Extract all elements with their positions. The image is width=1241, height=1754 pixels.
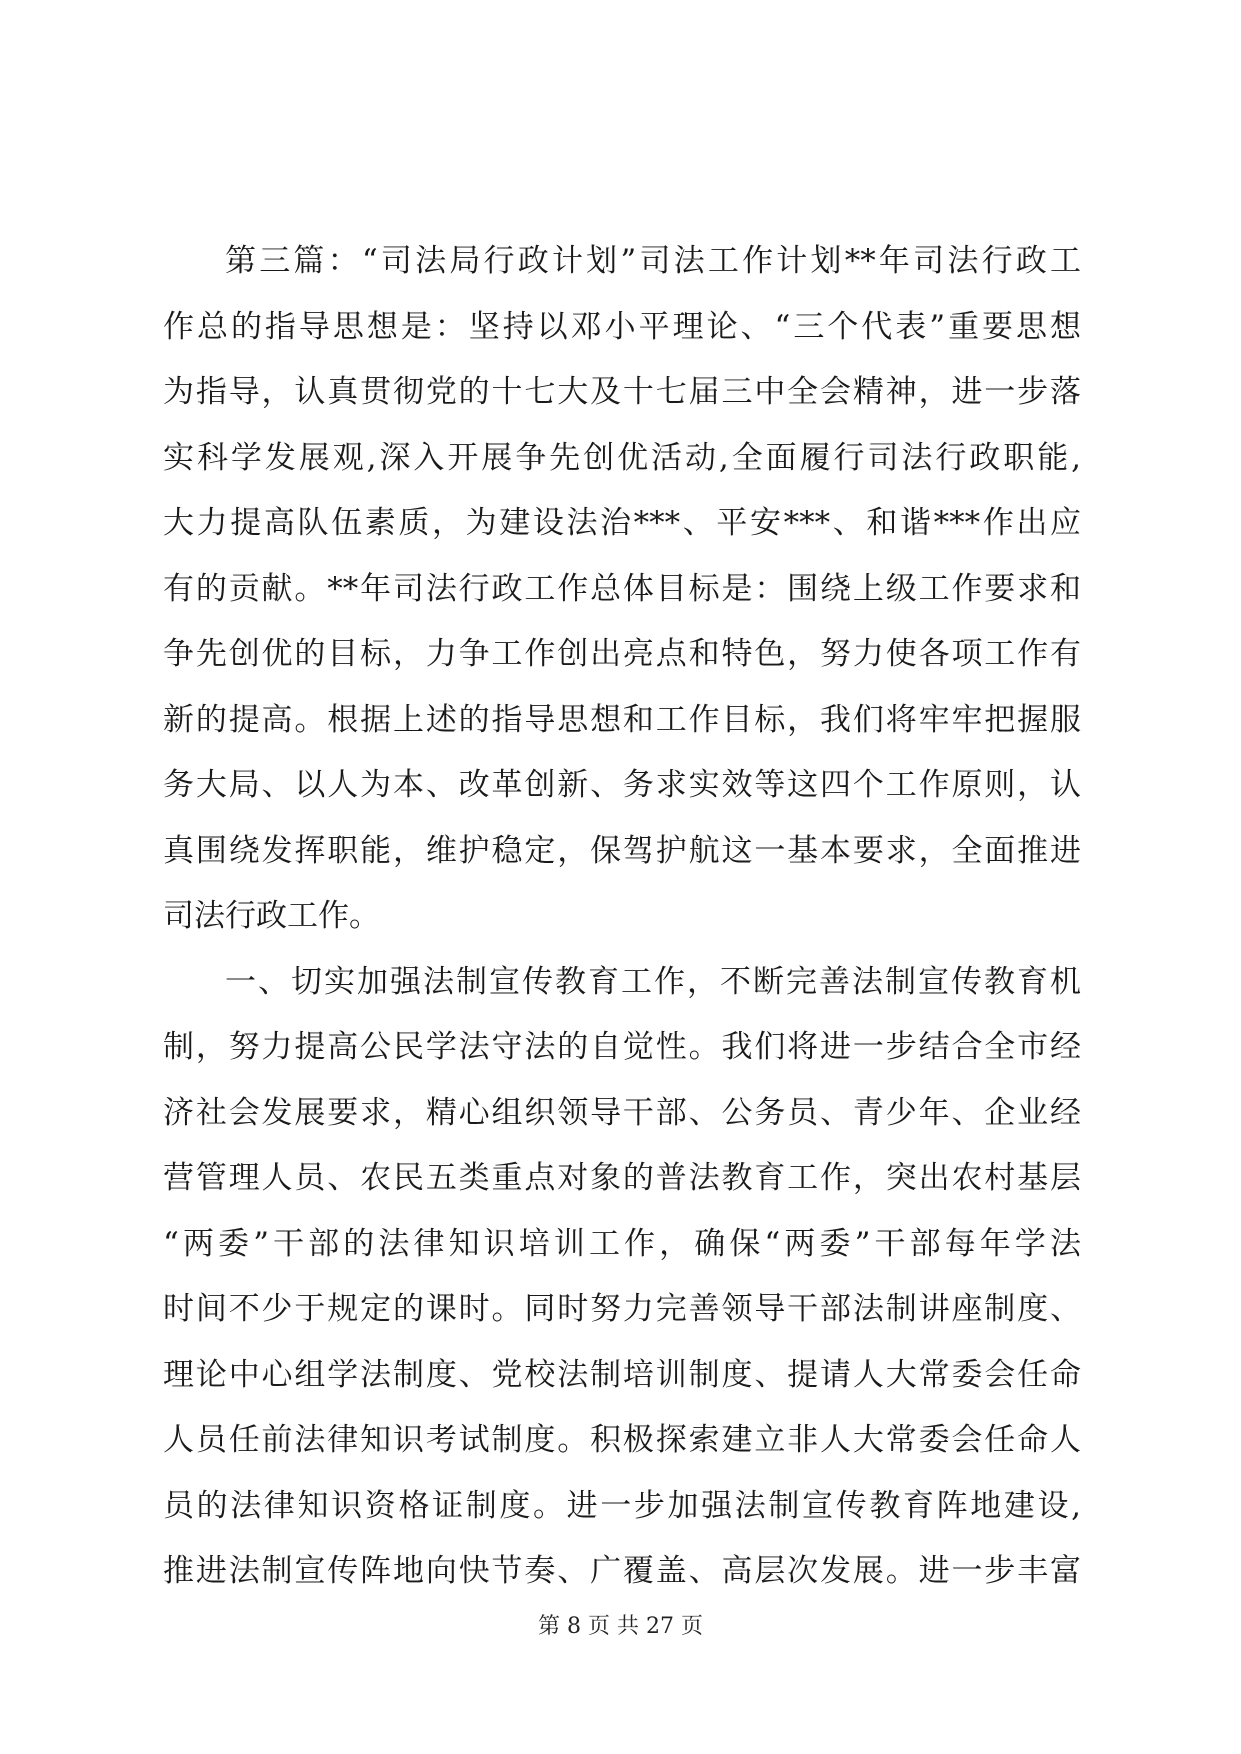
text-line: 有的贡献。**年司法行政工作总体目标是：围绕上级工作要求和 [163,570,1081,607]
text-line: 司法行政工作。 [163,898,380,934]
text-line: 实科学发展观,深入开展争先创优活动,全面履行司法行政职能, [163,439,1081,476]
text-line: 为指导，认真贯彻党的十七大及十七届三中全会精神，进一步落 [163,374,1081,410]
text-line: “两委”干部的法律知识培训工作，确保“两委”干部每年学法 [163,1225,1081,1262]
text-line: 人员任前法律知识考试制度。积极探索建立非人大常委会任命人 [163,1422,1081,1458]
page-number-footer: 第 8 页 共 27 页 [538,1614,703,1639]
text-line: 务大局、以人为本、改革创新、务求实效等这四个工作原则，认 [163,767,1081,803]
text-line: 推进法制宣传阵地向快节奏、广覆盖、高层次发展。进一步丰富 [163,1553,1081,1589]
text-line: 一、切实加强法制宣传教育工作，不断完善法制宣传教育机 [225,963,1081,1000]
text-line: 真围绕发挥职能，维护稳定，保驾护航这一基本要求，全面推进 [163,832,1081,869]
text-line: 时间不少于规定的课时。同时努力完善领导干部法制讲座制度、 [163,1291,1081,1327]
text-line: 大力提高队伍素质，为建设法治***、平安***、和谐***作出应 [163,505,1081,541]
text-line: 员的法律知识资格证制度。进一步加强法制宣传教育阵地建设, [163,1487,1081,1524]
text-line: 理论中心组学法制度、党校法制培训制度、提请人大常委会任命 [163,1356,1081,1393]
text-line: 新的提高。根据上述的指导思想和工作目标，我们将牢牢把握服 [163,701,1081,738]
text-line: 济社会发展要求，精心组织领导干部、公务员、青少年、企业经 [163,1094,1081,1131]
document-body [163,229,1081,1605]
text-line: 营管理人员、农民五类重点对象的普法教育工作，突出农村基层 [163,1160,1081,1196]
text-line: 作总的指导思想是：坚持以邓小平理论、“三个代表”重要思想 [163,308,1081,345]
text-line: 第三篇：“司法局行政计划”司法工作计划**年司法行政工 [225,243,1081,279]
text-line: 争先创优的目标，力争工作创出亮点和特色，努力使各项工作有 [163,636,1081,672]
text-line: 制，努力提高公民学法守法的自觉性。我们将进一步结合全市经 [163,1029,1081,1065]
